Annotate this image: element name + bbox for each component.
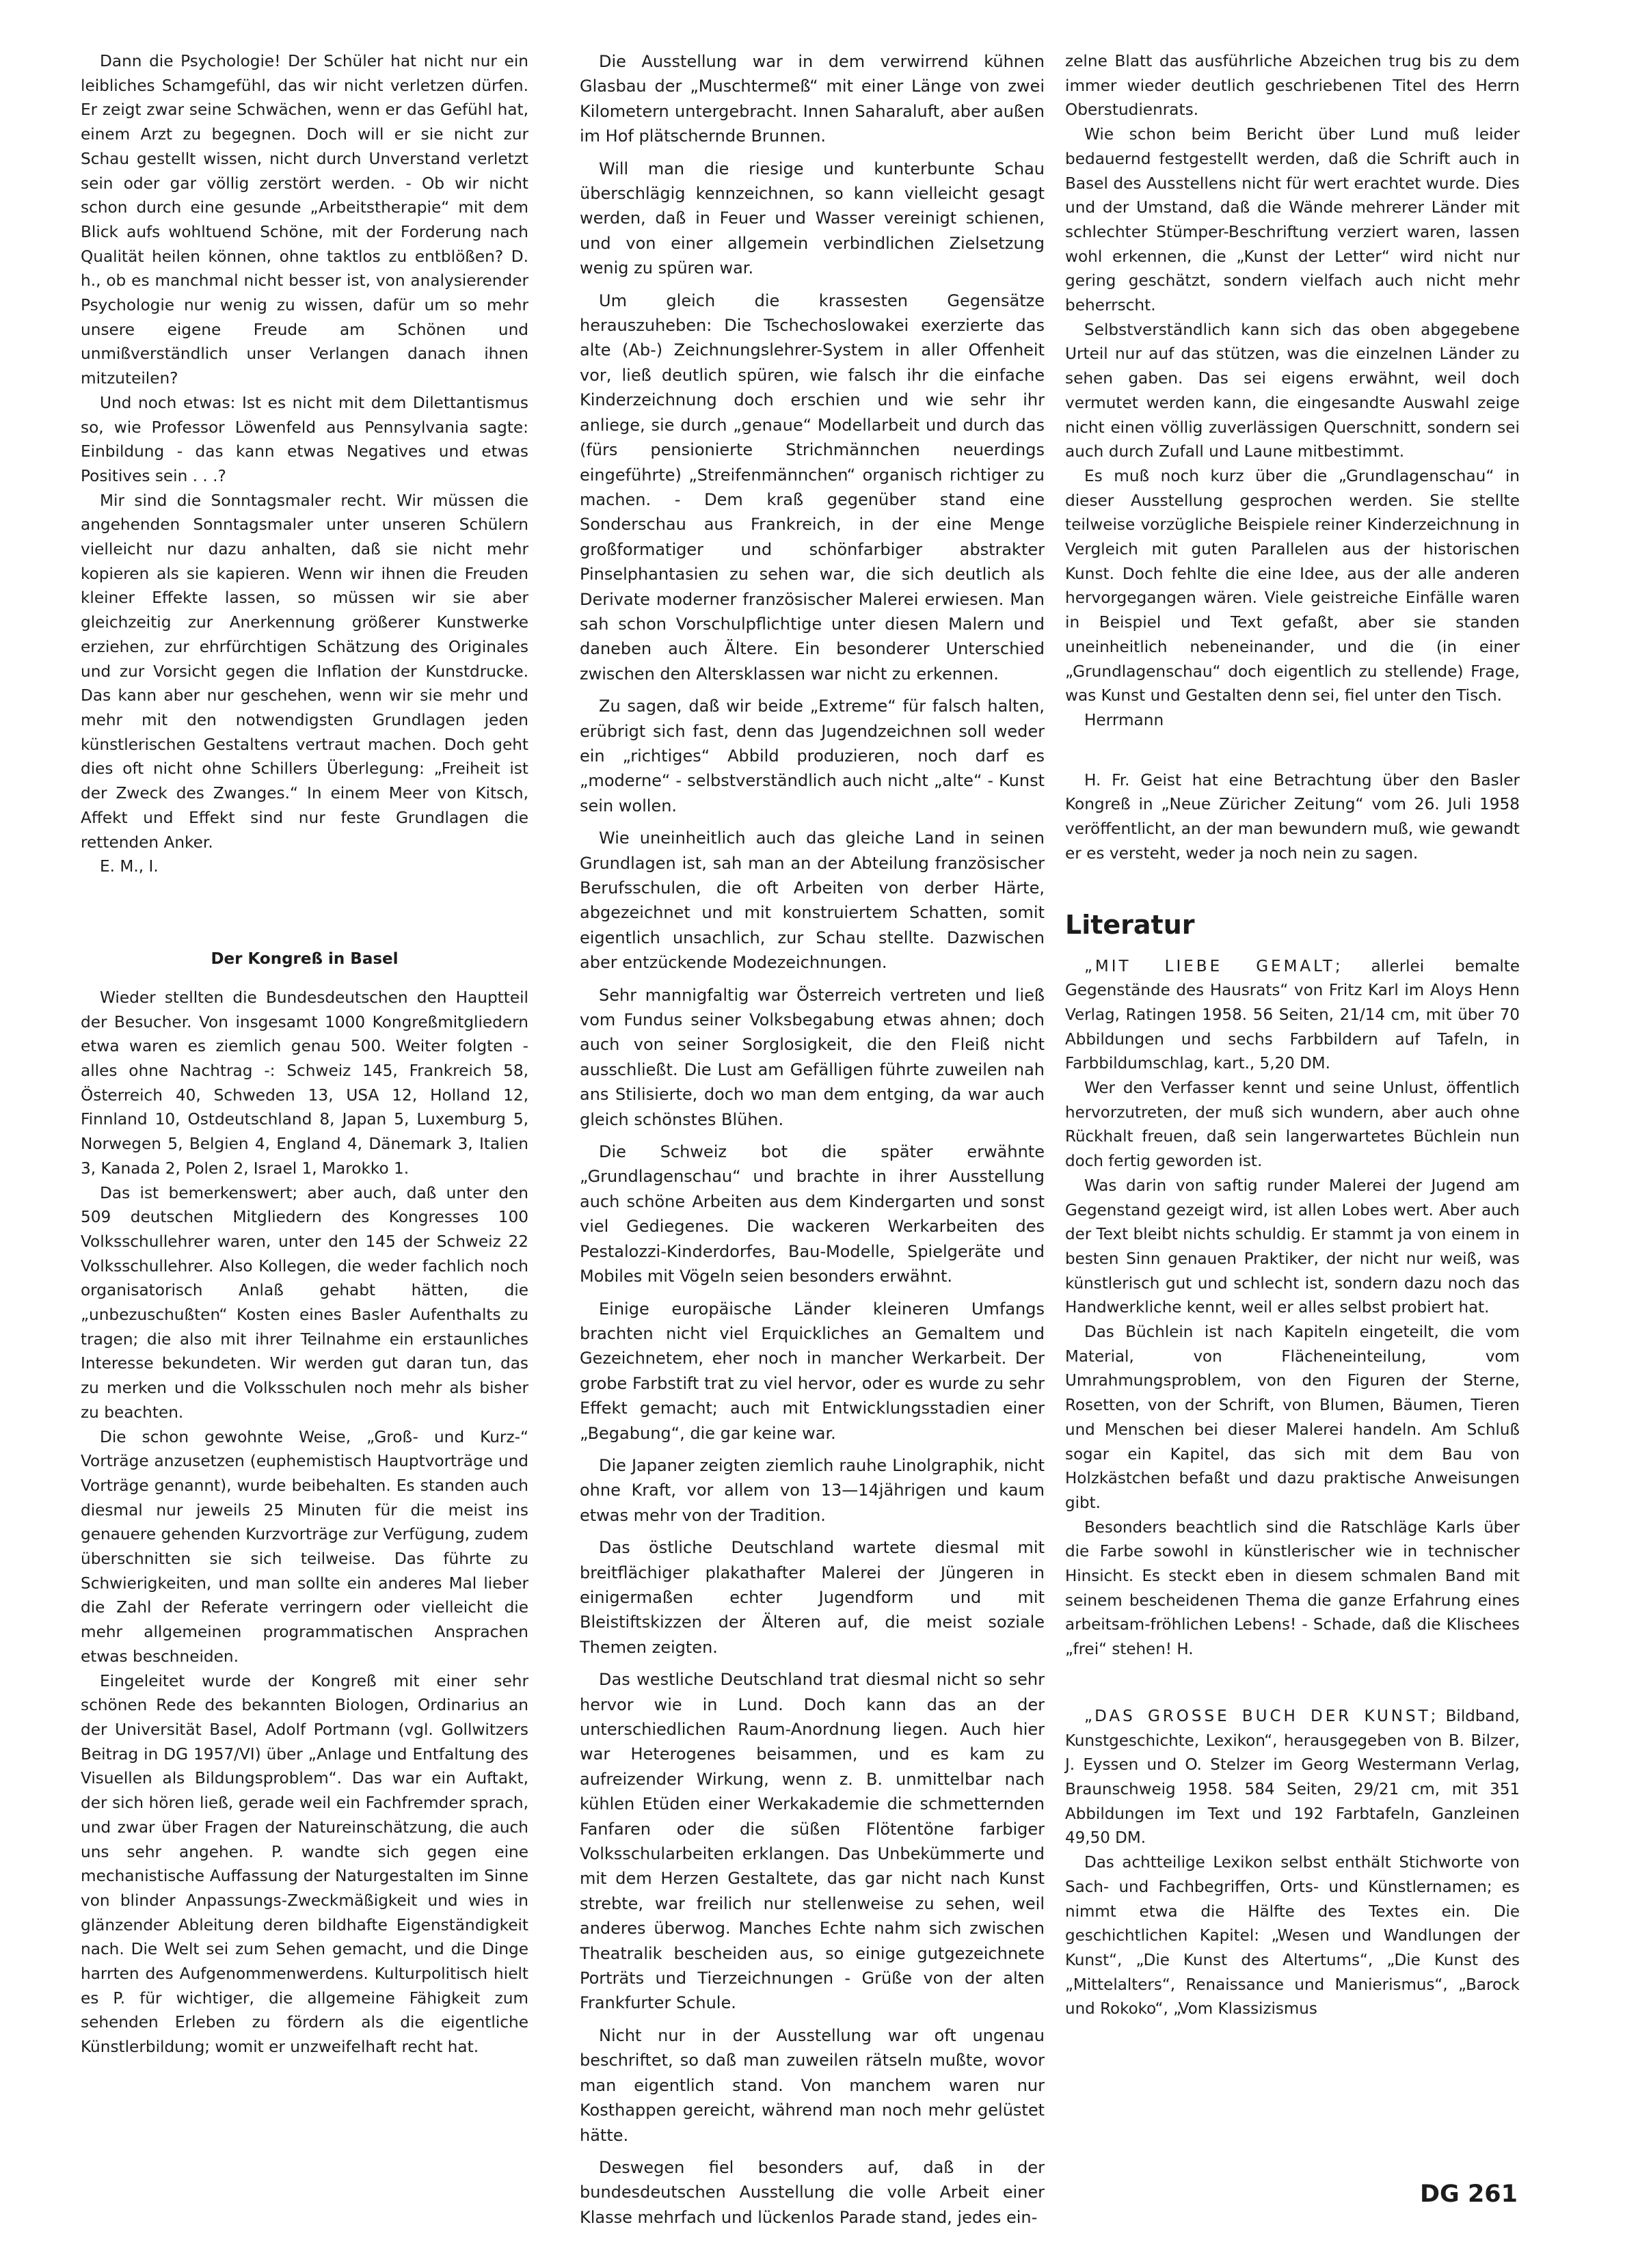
paragraph: Mir sind die Sonntagsmaler recht. Wir müssen die angehenden Sonntagsmaler unter unseren Schülern vielleicht nur dazu anhalten, daß sie nicht mehr kopieren als sie kapieren. Wenn wir ihnen die Freuden kleiner Effekte lassen, so müssen wir sie aber gleichzeitig zur Anerkennung größerer Kunstwerke erziehen, zur ehrfürchtigen Schätzung des Originales und zur Vorsicht gegen die Inflation der Kunstdrucke. Das kann aber nur geschehen, wenn wir sie mehr und mehr mit den notwendigsten Grundlagen jeden künstlerischen Gestaltens vertraut machen. Doch geht dies oft nicht ohne Schillers Überlegung: „Freiheit ist der Zweck des Zwanges.“ In einem Meer von Kitsch, Affekt und Effekt sind nur feste Grundlagen die rettenden Anker. bbox=[81, 491, 528, 852]
paragraph: zelne Blatt das ausführliche Abzeichen trug bis zu dem immer wieder deutlich geschriebenen Titel des Herrn Oberstudienrats. bbox=[1065, 52, 1520, 120]
paragraph: Und noch etwas: Ist es nicht mit dem Dilettantismus so, wie Professor Löwenfeld aus Pennsylvania sagte: Einbildung - das kann etwas Negatives und etwas Positives sein . . .? bbox=[81, 393, 528, 485]
author-signature: Herrmann bbox=[1084, 710, 1164, 729]
paragraph: Die Ausstellung war in dem verwirrend kühnen Glasbau der „Muschtermeß“ mit einer Länge von zwei Kilometern untergebracht. Innen Saharaluft, aber außen im Hof plätschernde Brunnen. bbox=[580, 52, 1045, 146]
paragraph: Einige europäische Länder kleineren Umfangs brachten nicht viel Erquickliches an Gemaltem und Gezeichnetem, eher noch in mancher Werkarbeit. Der grobe Farbstift trat zu viel hervor, oder es wurde zu sehr Effekt gemacht; auch mit Entwicklungsstadien einer „Begabung“, die gar keine war. bbox=[580, 1299, 1045, 1443]
paragraph: Das westliche Deutschland trat diesmal nicht so sehr hervor wie in Lund. Doch kann das an der unterschiedlichen Raum-Anordnung liegen. Auch hier war Heterogenes beisammen, und es kam zu aufreizender Wirkung, wenn z. B. unmittelbar nach kühlen Etüden einer Werkakademie die schmetternden Fanfaren oder die süßen Flötentöne farbiger Volksschularbeiten erklangen. Das Unbekümmerte und mit dem Herzen Gestaltete, das gar nicht nach Kunst strebte, war freilich nur stellenweise zu sehen, weil anderes überwog. Manches Echte nahm sich zwischen Theatralik bescheiden aus, so einige gutgezeichnete Porträts und Tierzeichnungen - Grüße von der alten Frankfurter Schule. bbox=[580, 1670, 1045, 2013]
journal-abbrev: DG bbox=[1419, 2181, 1460, 2208]
book-title: „DAS GROSSE BUCH DER KUNST bbox=[1084, 1707, 1431, 1725]
review-paragraph: Was darin von saftig runder Malerei der Jugend am Gegenstand gezeigt wird, ist allen Lobes wert. Aber auch der Text bleibt nichts schuldig. Er stammt ja von einem in besten Sinn genauen Praktiker, der nicht nur weiß, was künstlerisch gut und schlecht ist, sondern dazu noch das Handwerkliche kennt, weil er alles selbst probiert hat. bbox=[1065, 1176, 1520, 1317]
paragraph: Zu sagen, daß wir beide „Extreme“ für falsch halten, erübrigt sich fast, denn das Jugendzeichnen soll weder ein „richtiges“ Abbild produzieren, noch darf es „moderne“ - selbstverständlich auch nicht „alte“ - Kunst sein wollen. bbox=[580, 697, 1045, 815]
paragraph: Es muß noch kurz über die „Grundlagenschau“ in dieser Ausstellung gesprochen werden. Sie stellte teilweise vorzügliche Beispiele reiner Kinderzeichnung in Vergleich mit guten Parallelen aus der historischen Kunst. Doch fehlte die eine Idee, aus der alle anderen hervorgegangen wären. Viele geistreiche Einfälle waren in Beispiel und Text gefaßt, aber sie standen uneinheitlich nebeneinander, und die (in einer „Grundlagenschau“ doch eigentlich zu stellende) Frage, was Kunst und Gestalten denn sei, fiel unter den Tisch. bbox=[1065, 466, 1520, 705]
paragraph: Deswegen fiel besonders auf, daß in der bundesdeutschen Ausstellung die volle Arbeit einer Klasse mehrfach und lückenlos Parade stand, jedes ein- bbox=[580, 2157, 1045, 2227]
column-middle bbox=[580, 49, 1045, 2227]
book-title: „MIT LIEBE GEMALT bbox=[1084, 957, 1335, 975]
paragraph: Will man die riesige und kunterbunte Schau überschlägig kennzeichnen, so kann vielleicht gesagt werden, daß in Feuer und Wasser vereinigt schienen, und von einer allgemein verbindlichen Zielsetzung wenig zu spüren war. bbox=[580, 159, 1045, 278]
review-paragraph: Das achtteilige Lexikon selbst enthält Stichworte von Sach- und Fachbegriffen, Orts- und Künstlernamen; es nimmt etwa die Hälfte des Textes ein. Die geschichtlichen Kapitel: „Wesen und Wandlungen der Kunst“, „Die Kunst des Altertums“, „Die Kunst des „Mittelalters“, Renaissance und Manierismus“, „Barock und Rokoko“, „Vom Klassizismus bbox=[1065, 1854, 1520, 2019]
paragraph: Um gleich die krassesten Gegensätze herauszuheben: Die Tschechoslowakei exerzierte das alte (Ab-) Zeichnungslehrer-System in aller Offenheit vor, ließ deutlich spüren, wie falsch ihr die einfache Kinderzeichnung doch erschien und wie sehr ihr anliege, sie durch „genaue“ Modellarbeit und durch das (fürs pensionierte Strichmännchen neuerdings eingeführte) „Streifenmännchen“ organisch richtiger zu machen. - Dem kraß gegenüber stand eine Sonderschau aus Frankreich, in der eine Menge großformatiger und schönfarbiger abstrakter Pinselphantasien zu sehen war, die sich deutlich als Derivate moderner französischer Malerei erwiesen. Man sah schon Vorschulpflichtige unter diesen Malern und daneben auch Ältere. Ein besonderer Unterschied zwischen den Altersklassen war nicht zu erkennen. bbox=[580, 291, 1045, 684]
literature-heading: Literatur bbox=[1065, 909, 1195, 940]
book-entry bbox=[1065, 1705, 1520, 1851]
book-details: ; allerlei bemalte Gegenstände des Hausrats“ von Fritz Karl im Aloys Henn Verlag, Ratingen 1958. 56 Seiten, 21/14 cm, mit über 70 Abbildungen und sechs Farbbildern auf Tafeln, in Farbbildumschlag, kart., 5,20 DM. bbox=[1065, 957, 1520, 1073]
paragraph: Wieder stellten die Bundesdeutschen den Hauptteil der Besucher. Von insgesamt 1000 Kongreßmitgliedern etwa waren es ziemlich genau 500. Weiter folgten - alles ohne Nachtrag -: Schweiz 145, Frankreich 58, Österreich 40, Schweden 13, USA 12, Holland 12, Finnland 10, Ostdeutschland 8, Japan 5, Luxemburg 5, Norwegen 5, Belgien 4, England 4, Dänemark 3, Italien 3, Kanada 2, Polen 2, Israel 1, Marokko 1. bbox=[81, 988, 528, 1178]
page-number: 261 bbox=[1467, 2181, 1518, 2208]
paragraph: Die Schweiz bot die später erwähnte „Grundlagenschau“ und brachte in ihrer Ausstellung auch schöne Arbeiten aus dem Kindergarten und sonst viel Gediegenes. Die wackeren Werkarbeiten des Pestalozzi-Kinderdorfes, Bau-Modelle, Spielgeräte und Mobiles mit Vögeln seien besonders erwähnt. bbox=[580, 1142, 1045, 1286]
book-details: ; Bildband, Kunstgeschichte, Lexikon“, herausgegeben von B. Bilzer, J. Eyssen und O. Stelzer im Georg Westermann Verlag, Braunschweig 1958. 584 Seiten, 29/21 cm, mit 351 Abbildungen im Text und 192 Farbtafeln, Ganzleinen 49,50 DM. bbox=[1065, 1707, 1520, 1848]
paragraph: Das ist bemerkenswert; aber auch, daß unter den 509 deutschen Mitgliedern des Kongresses 100 Volksschullehrer waren, unter den 145 der Schweiz 22 Volksschullehrer. Also Kollegen, die weder fachlich noch organisatorisch Anlaß gehabt hätten, die „unbezuschußten“ Kosten eines Basler Aufenthalts zu tragen; die also mit ihrer Teilnahme ein erstaunliches Interesse bekundeten. Wir werden gut daran tun, das zu merken und die Volksschulen noch mehr als bisher zu beachten. bbox=[81, 1183, 528, 1422]
paragraph: Dann die Psychologie! Der Schüler hat nicht nur ein leibliches Schamgefühl, das wir nicht verletzen dürfen. Er zeigt zwar seine Schwächen, wenn er das Gefühl hat, einem Arzt zu begegnen. Doch will er sie nicht zur Schau gestellt wissen, nicht durch Unverstand verletzt sein oder gar völlig zerstört werden. - Ob wir nicht schon durch eine gesunde „Arbeitstherapie“ mit dem Blick aufs wohltuend Schöne, mit der Forderung nach Qualität heilen können, ohne taktlos zu entblößen? D. h., ob es manchmal nicht besser ist, von analysierender Psychologie nur wenig zu wissen, dafür um so mehr unsere eigene Freude am Schönen und unmißverständlich unser Verlangen danach ihnen mitzuteilen? bbox=[81, 52, 528, 388]
review-paragraph: Das Büchlein ist nach Kapiteln eingeteilt, die vom Material, von Flächeneinteilung, vom Umrahmungsproblem, von den Figuren der Sterne, Rosetten, von der Schrift, von Blumen, Bäumen, Tieren und Menschen bei dieser Malerei handeln. Am Schluß sogar ein Kapitel, das sich mit dem Bau von Holzkästchen befaßt und dazu praktische Anweisungen gibt. bbox=[1065, 1323, 1520, 1512]
paragraph: Selbstverständlich kann sich das oben abgegebene Urteil nur auf das stützen, was die einzelnen Länder zu sehen gaben. Das sei eigens erwähnt, weil doch vermutet werden kann, die eingesandte Auswahl zeige nicht einen völlig zuverlässigen Querschnitt, sondern sei auch durch Zufall und Laune mitbestimmt. bbox=[1065, 320, 1520, 461]
book-entry bbox=[1065, 955, 1520, 1077]
paragraph: Die schon gewohnte Weise, „Groß- und Kurz-“ Vorträge anzusetzen (euphemistisch Hauptvorträge und Vorträge genannt), wurde beibehalten. Es standen auch diesmal nur jeweils 25 Minuten für die meist ins genauere gehenden Kurzvorträge zur Verfügung, zudem überschnitten sie sich teilweise. Das führte zu Schwierigkeiten, und man sollte ein anderes Mal lieber die Zahl der Referate verringern oder vielleicht die mehr allgemeinen programmatischen Ansprachen etwas beschneiden. bbox=[81, 1427, 528, 1666]
paragraph: Eingeleitet wurde der Kongreß mit einer sehr schönen Rede des bekannten Biologen, Ordinarius an der Universität Basel, Adolf Portmann (vgl. Gollwitzers Beitrag in DG 1957/VI) über „Anlage und Entfaltung des Visuellen als Bildungsproblem“. Das war ein Auftakt, der sich hören ließ, gerade weil ein Fachfremder sprach, und zwar über Fragen der Natureinschätzung, die auch uns sehr angehen. P. wandte sich gegen eine mechanistische Auffassung der Naturgestalten im Sinne von blinder Anpassungs-Zweckmäßigkeit und wies in glänzender Ableitung deren bildhafte Eigenständigkeit nach. Die Welt sei zum Sehen gemacht, und die Dinge harrten des Aufgenommenwerdens. Kulturpolitisch hielt es P. für wichtiger, die allgemeine Fähigkeit zum sehenden Erleben zu fördern als die eigentliche Künstlerbildung; womit er unzweifelhaft recht hat. bbox=[81, 1671, 528, 2057]
column-right bbox=[1065, 49, 1520, 2134]
paragraph: Die Japaner zeigten ziemlich rauhe Linolgraphik, nicht ohne Kraft, vor allem von 13—14jährigen und kaum etwas mehr von der Tradition. bbox=[580, 1455, 1045, 1525]
column-left bbox=[81, 49, 528, 2134]
review-paragraph: Besonders beachtlich sind die Ratschläge Karls über die Farbe sowohl in künstlerischer wie in technischer Hinsicht. Es steckt eben in diesem schmalen Band mit seinem bescheidenen Thema die ganze Erfahrung eines arbeitsam-fröhlichen Lebens! - Schade, daß die Klischees „frei“ stehen! H. bbox=[1065, 1518, 1520, 1659]
page-footer bbox=[1420, 2181, 1518, 2208]
review-paragraph: Wer den Verfasser kennt und seine Unlust, öffentlich hervorzutreten, der muß sich wundern, aber auch ohne Rückhalt freuen, daß sein langerwartetes Büchlein nun doch fertig geworden ist. bbox=[1065, 1079, 1520, 1171]
paragraph: Nicht nur in der Ausstellung war oft ungenau beschriftet, so daß man zuweilen rätseln mußte, wovor man eigentlich stand. Von manchem waren nur Kosthappen gereicht, während man noch mehr gelüstet hätte. bbox=[580, 2025, 1045, 2145]
note-paragraph: H. Fr. Geist hat eine Betrachtung über den Basler Kongreß in „Neue Züricher Zeitung“ vom 26. Juli 1958 veröffentlicht, an der man bewundern muß, wie gewandt er es versteht, weder ja noch nein zu sagen. bbox=[1065, 770, 1520, 863]
paragraph: Das östliche Deutschland wartete diesmal mit breitflächiger plakathafter Malerei der Jüngeren in einigermaßen echter Jugendform und mit Bleistiftskizzen der Älteren auf, die meist soziale Themen zeigten. bbox=[580, 1538, 1045, 1657]
author-signature: E. M., I. bbox=[100, 857, 159, 876]
paragraph: Wie uneinheitlich auch das gleiche Land in seinen Grundlagen ist, sah man an der Abteilung französischer Berufsschulen, die oft Arbeiten von derber Härte, abgezeichnet und mit konstruiertem Schatten, somit eigentlich unsachlich, zur Schau stellte. Dazwischen aber entzückende Modezeichnungen. bbox=[580, 828, 1045, 973]
paragraph: Sehr mannigfaltig war Österreich vertreten und ließ vom Fundus seiner Volksbegabung etwas ahnen; doch auch von seiner Sorglosigkeit, die den Fleiß nicht ausschließt. Die Lust am Gefälligen führte zuweilen nah ans Stilisierte, doch wo man dem entging, da war auch gleich schönstes Blühen. bbox=[580, 985, 1045, 1129]
section-title: Der Kongreß in Basel bbox=[211, 949, 399, 968]
paragraph: Wie schon beim Bericht über Lund muß leider bedauernd festgestellt werden, daß die Schrift auch in Basel des Ausstellens nicht für wert erachtet wurde. Dies und der Umstand, daß die Wände mehrerer Länder mit schlechter Stümper-Beschriftung verziert waren, lassen wohl erkennen, die „Kunst der Letter“ wird nicht nur gering geschätzt, sondern vielfach auch nicht mehr beherrscht. bbox=[1065, 125, 1520, 315]
